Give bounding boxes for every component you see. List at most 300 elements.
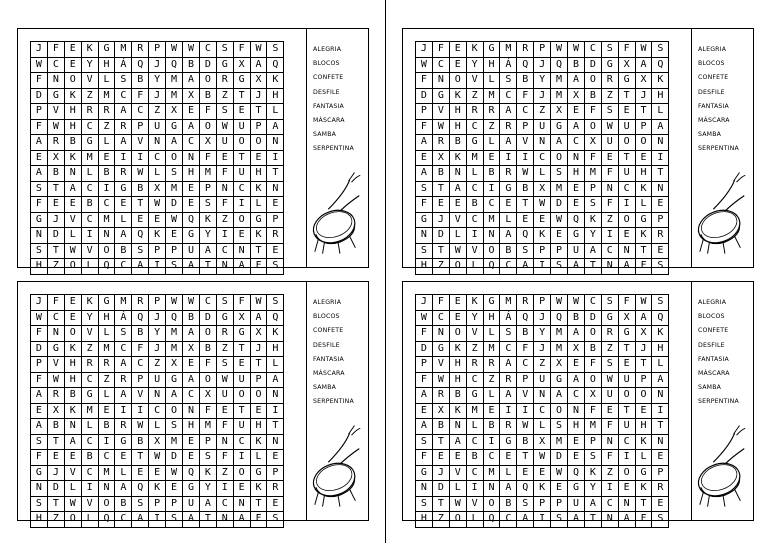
grid-cell: G (483, 295, 500, 311)
grid-cell: V (466, 496, 483, 512)
grid-cell: E (115, 197, 132, 213)
grid-row (31, 212, 284, 228)
grid-cell: X (551, 357, 568, 373)
grid-cell: S (267, 259, 284, 275)
grid-cell: I (81, 228, 98, 244)
grid-cell: D (199, 57, 216, 73)
grid-cell: V (81, 326, 98, 342)
word-list-item: MÁSCARA (313, 370, 345, 378)
grid-cell: K (635, 434, 652, 450)
grid-cell: S (216, 357, 233, 373)
grid-cell: O (199, 326, 216, 342)
grid-cell: A (416, 166, 433, 182)
grid-cell: A (568, 326, 585, 342)
grid-cell: M (483, 212, 500, 228)
grid-cell: S (652, 259, 669, 275)
grid-cell: J (534, 310, 551, 326)
grid-row (416, 481, 669, 497)
grid-cell: Z (81, 341, 98, 357)
grid-cell: O (199, 372, 216, 388)
grid-cell: X (534, 434, 551, 450)
grid-row (416, 228, 669, 244)
grid-cell: L (149, 166, 166, 182)
grid-cell: P (652, 465, 669, 481)
grid-cell: G (47, 341, 64, 357)
grid-cell: R (81, 357, 98, 373)
grid-cell: F (250, 512, 267, 528)
grid-cell: W (534, 197, 551, 213)
grid-cell: N (618, 496, 635, 512)
grid-cell: B (466, 197, 483, 213)
grid-cell: L (652, 357, 669, 373)
grid-cell: E (183, 357, 200, 373)
grid-cell: Z (216, 212, 233, 228)
grid-row (416, 135, 669, 151)
grid-cell: E (568, 104, 585, 120)
grid-row (416, 73, 669, 89)
grid-cell: B (47, 166, 64, 182)
grid-cell: F (216, 450, 233, 466)
grid-cell: D (166, 450, 183, 466)
grid-cell: E (64, 450, 81, 466)
grid-cell: S (216, 104, 233, 120)
grid-cell: I (601, 481, 618, 497)
grid-cell: Q (517, 310, 534, 326)
grid-cell: L (98, 73, 115, 89)
grid-cell: W (517, 419, 534, 435)
grid-cell: S (551, 259, 568, 275)
grid-cell: S (31, 243, 48, 259)
grid-cell: D (551, 197, 568, 213)
grid-cell: Z (601, 212, 618, 228)
grid-cell: N (416, 228, 433, 244)
grid-cell: E (568, 434, 585, 450)
grid-cell: K (449, 88, 466, 104)
grid-cell: C (500, 341, 517, 357)
word-list-item: FANTASIA (698, 355, 729, 363)
grid-cell: E (449, 57, 466, 73)
word-list-item: BLOCOS (313, 313, 340, 321)
grid-cell: M (98, 465, 115, 481)
grid-cell: O (64, 73, 81, 89)
grid-cell: C (81, 212, 98, 228)
grid-cell: G (568, 228, 585, 244)
grid-cell: G (551, 372, 568, 388)
grid-cell: G (618, 73, 635, 89)
grid-cell: L (149, 419, 166, 435)
grid-cell: K (64, 88, 81, 104)
grid-cell: R (47, 388, 64, 404)
grid-cell: W (183, 295, 200, 311)
grid-cell: A (551, 388, 568, 404)
grid-cell: M (466, 403, 483, 419)
grid-cell: X (250, 326, 267, 342)
grid-cell: K (635, 481, 652, 497)
grid-cell: E (216, 150, 233, 166)
grid-cell: A (166, 388, 183, 404)
grid-cell: Q (483, 512, 500, 528)
grid-cell: C (183, 388, 200, 404)
grid-cell: S (115, 73, 132, 89)
grid-cell: G (601, 310, 618, 326)
grid-cell: W (416, 310, 433, 326)
grid-row (31, 326, 284, 342)
grid-cell: O (233, 388, 250, 404)
grid-cell: N (267, 388, 284, 404)
grid-cell: J (635, 88, 652, 104)
grid-row (416, 42, 669, 58)
grid-cell: C (500, 259, 517, 275)
grid-cell: Q (652, 57, 669, 73)
grid-cell: E (166, 481, 183, 497)
grid-cell: C (466, 372, 483, 388)
grid-cell: M (98, 212, 115, 228)
grid-cell: Y (534, 73, 551, 89)
grid-cell: A (267, 372, 284, 388)
grid-cell: S (652, 42, 669, 58)
grid-cell: X (250, 73, 267, 89)
grid-cell: Z (216, 88, 233, 104)
grid-cell: M (551, 434, 568, 450)
grid-cell: R (432, 135, 449, 151)
grid-cell: C (432, 310, 449, 326)
word-list-item: DESFILE (313, 88, 340, 96)
grid-cell: C (466, 181, 483, 197)
grid-cell: K (534, 228, 551, 244)
grid-cell: E (183, 181, 200, 197)
grid-cell: O (635, 388, 652, 404)
grid-cell: E (216, 403, 233, 419)
grid-cell: I (267, 403, 284, 419)
grid-cell: H (483, 310, 500, 326)
grid-cell: I (98, 181, 115, 197)
grid-cell: A (183, 372, 200, 388)
grid-cell: K (267, 73, 284, 89)
grid-cell: E (233, 104, 250, 120)
grid-cell: A (449, 181, 466, 197)
grid-cell: X (199, 135, 216, 151)
grid-cell: J (534, 341, 551, 357)
grid-row (31, 197, 284, 213)
grid-cell: T (250, 496, 267, 512)
grid-cell: A (64, 181, 81, 197)
grid-cell: R (267, 228, 284, 244)
grid-cell: K (652, 73, 669, 89)
grid-row (31, 512, 284, 528)
grid-cell: A (183, 512, 200, 528)
grid-cell: A (250, 57, 267, 73)
word-list-item: MÁSCARA (698, 117, 730, 125)
grid-cell: S (601, 295, 618, 311)
grid-cell: N (47, 326, 64, 342)
grid-cell: N (47, 73, 64, 89)
grid-cell: S (601, 357, 618, 373)
grid-cell: U (618, 166, 635, 182)
grid-cell: M (81, 403, 98, 419)
grid-cell: H (98, 310, 115, 326)
grid-cell: E (132, 212, 149, 228)
grid-cell: E (568, 197, 585, 213)
grid-cell: H (250, 166, 267, 182)
grid-cell: T (47, 496, 64, 512)
grid-cell: G (115, 434, 132, 450)
grid-cell: X (432, 150, 449, 166)
grid-cell: X (635, 326, 652, 342)
grid-cell: C (483, 197, 500, 213)
grid-cell: N (432, 73, 449, 89)
grid-cell: L (466, 259, 483, 275)
grid-cell: B (500, 243, 517, 259)
grid-cell: P (534, 243, 551, 259)
grid-cell: Z (483, 119, 500, 135)
grid-row (31, 403, 284, 419)
grid-cell: K (584, 212, 601, 228)
grid-cell: W (166, 42, 183, 58)
grid-cell: C (483, 450, 500, 466)
grid-row (416, 259, 669, 275)
grid-cell: F (31, 197, 48, 213)
grid-cell: C (81, 465, 98, 481)
grid-cell: Z (216, 465, 233, 481)
grid-cell: B (568, 310, 585, 326)
grid-cell: X (149, 181, 166, 197)
grid-cell: R (517, 42, 534, 58)
grid-cell: N (98, 481, 115, 497)
grid-cell: A (31, 419, 48, 435)
grid-cell: O (449, 512, 466, 528)
grid-cell: B (199, 88, 216, 104)
grid-cell: G (618, 326, 635, 342)
grid-cell: W (166, 212, 183, 228)
grid-cell: Z (216, 341, 233, 357)
grid-cell: G (416, 212, 433, 228)
grid-cell: X (635, 73, 652, 89)
grid-cell: W (166, 465, 183, 481)
grid-cell: S (584, 197, 601, 213)
grid-cell: U (183, 243, 200, 259)
grid-cell: B (584, 88, 601, 104)
grid-cell: Q (568, 212, 585, 228)
grid-cell: M (115, 295, 132, 311)
tambourine-icon (309, 422, 367, 512)
grid-cell: Z (534, 104, 551, 120)
grid-cell: Q (132, 310, 149, 326)
grid-cell: Z (81, 88, 98, 104)
grid-cell: I (652, 150, 669, 166)
grid-cell: X (618, 310, 635, 326)
grid-cell: A (584, 243, 601, 259)
grid-cell: I (149, 259, 166, 275)
word-list-item: MÁSCARA (313, 117, 345, 125)
grid-cell: G (250, 212, 267, 228)
grid-cell: U (233, 419, 250, 435)
grid-cell: G (216, 57, 233, 73)
grid-cell: O (199, 119, 216, 135)
grid-cell: C (199, 295, 216, 311)
grid-cell: A (183, 119, 200, 135)
grid-row (31, 243, 284, 259)
grid-cell: T (618, 150, 635, 166)
grid-cell: B (64, 135, 81, 151)
grid-cell: S (551, 166, 568, 182)
grid-cell: L (466, 419, 483, 435)
grid-cell: F (216, 197, 233, 213)
word-list-item: SERPENTINA (313, 398, 354, 406)
grid-cell: A (183, 326, 200, 342)
grid-cell: E (64, 197, 81, 213)
grid-cell: A (416, 419, 433, 435)
grid-cell: L (483, 73, 500, 89)
grid-cell: O (483, 243, 500, 259)
word-list-item: ALEGRIA (313, 46, 342, 53)
grid-cell: A (635, 57, 652, 73)
grid-cell: V (81, 243, 98, 259)
grid-cell: S (416, 434, 433, 450)
grid-cell: J (250, 88, 267, 104)
grid-cell: G (250, 465, 267, 481)
grid-cell: H (449, 104, 466, 120)
grid-cell: O (449, 73, 466, 89)
grid-cell: P (534, 295, 551, 311)
grid-cell: F (601, 450, 618, 466)
grid-cell: A (183, 73, 200, 89)
grid-cell: T (250, 104, 267, 120)
tambourine-icon (694, 422, 752, 512)
grid-cell: G (98, 42, 115, 58)
grid-cell: E (534, 212, 551, 228)
grid-cell: R (115, 119, 132, 135)
grid-cell: M (98, 88, 115, 104)
grid-cell: G (432, 341, 449, 357)
grid-cell: S (31, 434, 48, 450)
grid-cell: O (64, 512, 81, 528)
grid-cell: Z (466, 88, 483, 104)
grid-cell: I (652, 403, 669, 419)
grid-cell: E (534, 465, 551, 481)
grid-cell: Y (81, 310, 98, 326)
grid-cell: C (115, 512, 132, 528)
grid-cell: K (81, 42, 98, 58)
grid-cell: I (115, 150, 132, 166)
grid-cell: J (416, 295, 433, 311)
grid-cell: W (250, 42, 267, 58)
grid-cell: G (31, 465, 48, 481)
grid-row (31, 372, 284, 388)
grid-cell: N (568, 403, 585, 419)
grid-cell: Z (47, 512, 64, 528)
grid-cell: P (517, 372, 534, 388)
grid-cell: H (31, 259, 48, 275)
grid-cell: V (466, 73, 483, 89)
grid-cell: X (47, 403, 64, 419)
grid-cell: A (115, 135, 132, 151)
grid-cell: P (416, 104, 433, 120)
grid-cell: N (483, 228, 500, 244)
word-list-item: MÁSCARA (698, 370, 730, 378)
grid-cell: H (416, 512, 433, 528)
grid-cell: P (31, 357, 48, 373)
grid-cell: Z (149, 357, 166, 373)
word-list-item: FANTASIA (698, 102, 729, 110)
grid-cell: C (47, 310, 64, 326)
grid-cell: A (635, 310, 652, 326)
grid-cell: O (618, 388, 635, 404)
grid-cell: M (500, 42, 517, 58)
grid-row (416, 450, 669, 466)
grid-cell: A (64, 434, 81, 450)
grid-cell: S (31, 496, 48, 512)
grid-cell: C (216, 243, 233, 259)
grid-cell: N (183, 150, 200, 166)
grid-cell: G (183, 481, 200, 497)
grid-row (416, 310, 669, 326)
grid-cell: B (132, 434, 149, 450)
grid-cell: B (132, 73, 149, 89)
grid-cell: A (250, 310, 267, 326)
grid-cell: E (267, 197, 284, 213)
grid-cell: B (98, 166, 115, 182)
grid-cell: L (483, 326, 500, 342)
grid-cell: X (233, 310, 250, 326)
grid-cell: B (183, 57, 200, 73)
grid-row (416, 88, 669, 104)
grid-cell: F (416, 326, 433, 342)
grid-cell: U (183, 496, 200, 512)
grid-cell: A (199, 243, 216, 259)
grid-cell: F (132, 88, 149, 104)
grid-cell: J (250, 341, 267, 357)
grid-cell: F (31, 73, 48, 89)
grid-cell: S (416, 496, 433, 512)
grid-cell: G (81, 388, 98, 404)
grid-cell: L (250, 450, 267, 466)
grid-cell: N (267, 181, 284, 197)
grid-row (416, 166, 669, 182)
grid-cell: G (216, 310, 233, 326)
grid-cell: M (500, 295, 517, 311)
grid-cell: R (216, 73, 233, 89)
grid-cell: L (466, 166, 483, 182)
grid-cell: I (216, 481, 233, 497)
grid-cell: A (115, 357, 132, 373)
grid-cell: Q (551, 310, 568, 326)
grid-cell: L (64, 228, 81, 244)
grid-cell: V (432, 104, 449, 120)
grid-cell: F (47, 42, 64, 58)
grid-cell: C (500, 88, 517, 104)
grid-cell: E (652, 496, 669, 512)
word-list-item: SAMBA (698, 131, 722, 139)
grid-cell: Á (500, 310, 517, 326)
grid-cell: E (267, 450, 284, 466)
grid-cell: W (216, 372, 233, 388)
grid-cell: O (233, 212, 250, 228)
grid-cell: T (233, 341, 250, 357)
grid-cell: P (166, 243, 183, 259)
grid-cell: Y (466, 57, 483, 73)
grid-cell: W (64, 496, 81, 512)
grid-cell: K (64, 150, 81, 166)
grid-cell: O (551, 150, 568, 166)
grid-cell: I (500, 150, 517, 166)
grid-cell: S (166, 259, 183, 275)
grid-cell: Y (584, 228, 601, 244)
grid-cell: R (132, 295, 149, 311)
grid-cell: P (635, 372, 652, 388)
grid-cell: E (500, 197, 517, 213)
grid-cell: E (416, 403, 433, 419)
grid-cell: G (500, 434, 517, 450)
